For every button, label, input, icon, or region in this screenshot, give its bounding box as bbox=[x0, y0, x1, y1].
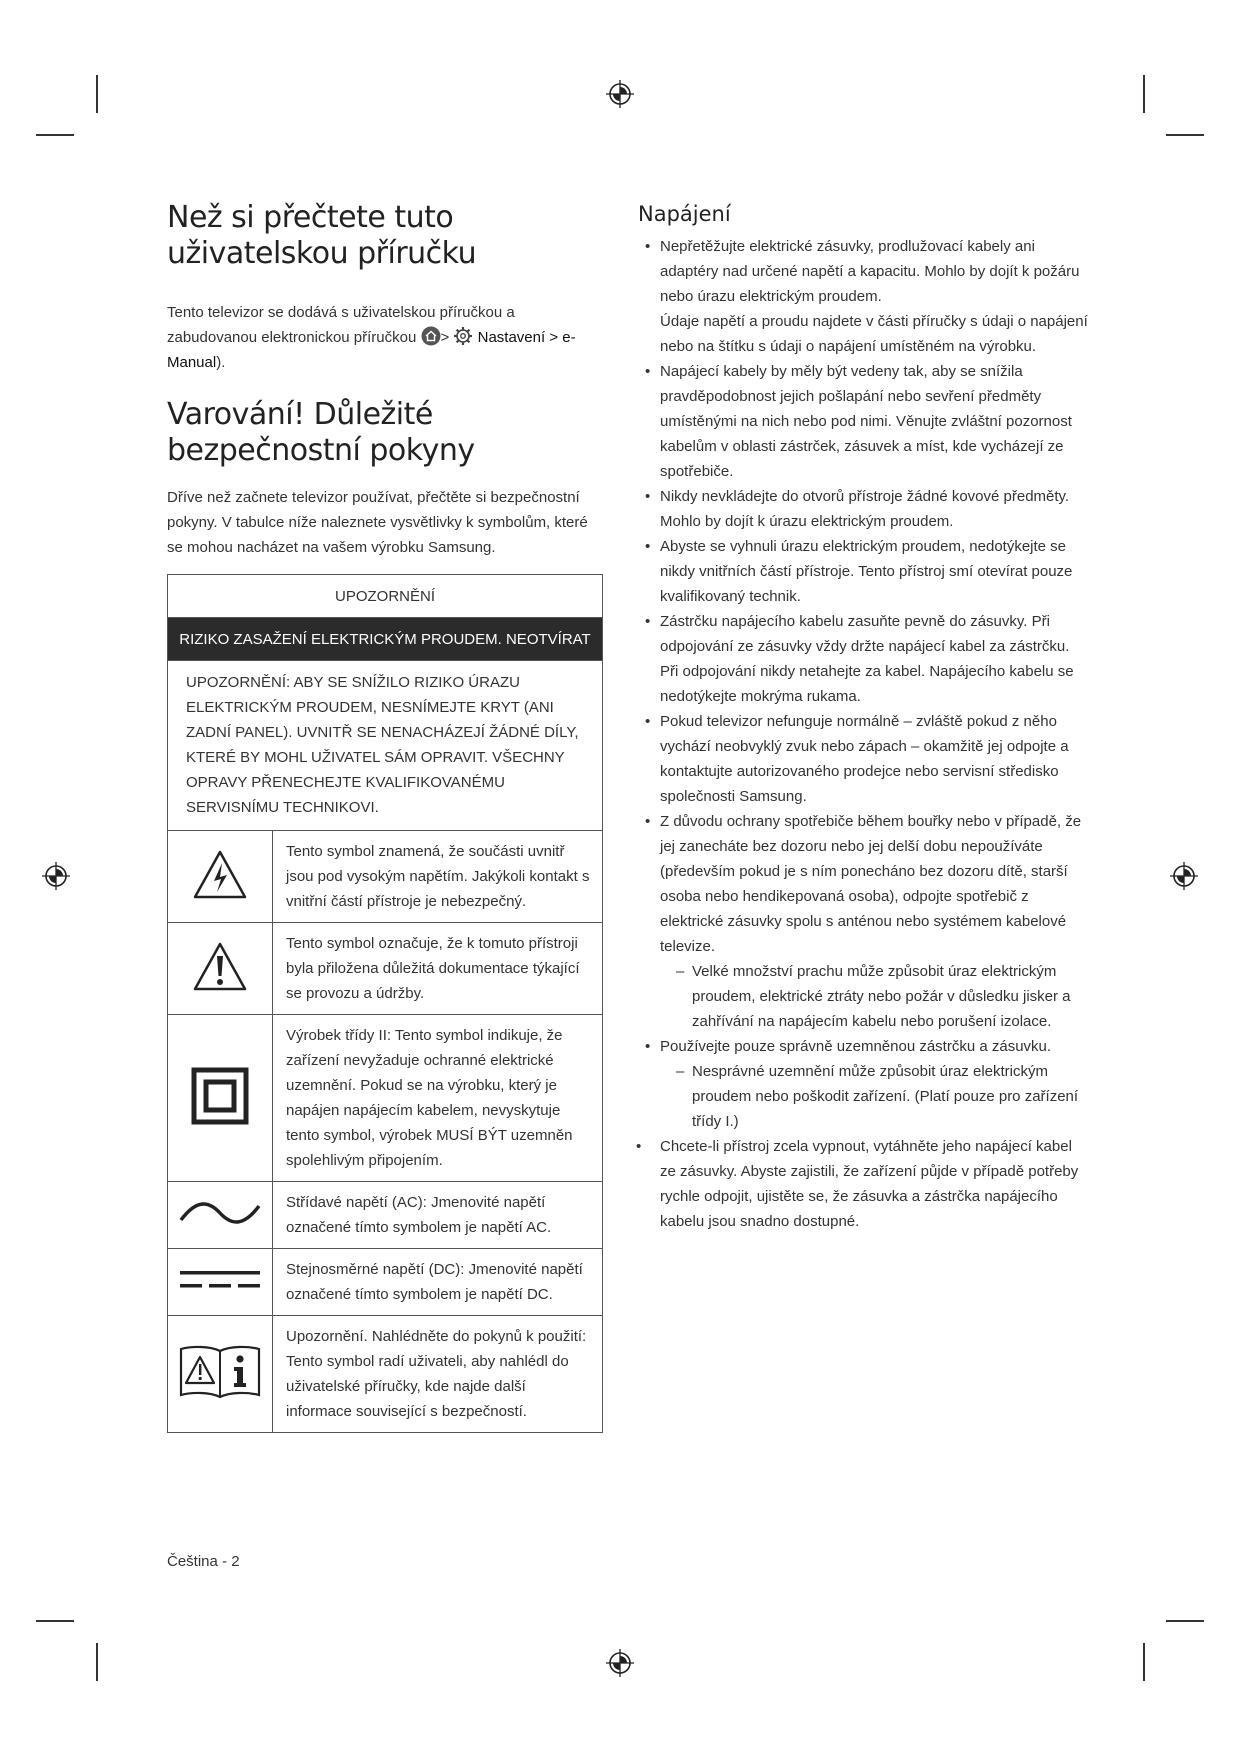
page-title: Než si přečtete tuto uživatelskou příručku bbox=[167, 200, 477, 271]
intro-text: Tento televizor se dodává s uživatelskou příručkou a zabudovanou elektronickou příručkou bbox=[167, 304, 515, 346]
table-row bbox=[168, 923, 603, 1015]
exclamation-triangle-icon bbox=[192, 939, 248, 995]
table-row-text: Tento symbol označuje, že k tomuto přístroji byla přiložena důležitá dokumentace týkající se provozu a údržby. bbox=[273, 923, 603, 1015]
list-subitem: – Nesprávné uzemnění může způsobit úraz elektrickým proudem nebo poškodit zařízení. (Platí pouze pro zařízení třídy I.) bbox=[672, 1059, 1088, 1134]
list-item: • Nikdy nevkládejte do otvorů přístroje žádné kovové předměty. Mohlo by dojít k úrazu elektrickým proudem. bbox=[638, 484, 1088, 534]
lightning-triangle-icon bbox=[192, 847, 248, 903]
crop-mark bbox=[1143, 75, 1145, 113]
home-icon bbox=[421, 326, 441, 346]
gear-icon bbox=[453, 326, 473, 346]
list-item: • Pokud televizor nefunguje normálně – zvláště pokud z něho vychází neobvyklý zvuk nebo zápach – okamžitě jej odpojte a kontaktujte autorizovaného prodejce nebo servisní středisko společnosti Samsung. bbox=[638, 709, 1088, 809]
list-item: • Napájecí kabely by měly být vedeny tak, aby se snížila pravděpodobnost jejich pošlapání nebo sevření předměty umístěnými na nich nebo pod nimi. Věnujte zvláštní pozornost kabelům v oblasti zástrček, zásuvek a míst, kde vycházejí ze spotřebiče. bbox=[638, 359, 1088, 484]
list-item: • Zástrčku napájecího kabelu zasuňte pevně do zásuvky. Při odpojování ze zásuvky vždy držte napájecí kabel za zástrčku. Při odpojování nikdy netahejte za kabel. Napájecího kabelu se nedotýkejte mokrýma rukama. bbox=[638, 609, 1088, 709]
list-item: • Nepřetěžujte elektrické zásuvky, prodlužovací kabely ani adaptéry nad určené napětí a kapacitu. Mohlo by dojít k požáru nebo úrazu elektrickým proudem. Údaje napětí a proudu najdete v části příručky s údaji o napájení nebo na štítku s údaji o napájení umístěném na výrobku. bbox=[638, 234, 1088, 359]
table-caution-text: UPOZORNĚNÍ: ABY SE SNÍŽILO RIZIKO ÚRAZU ELEKTRICKÝM PROUDEM, NESNÍMEJTE KRYT (ANI ZADNÍ PANEL). UVNITŘ SE NENACHÁZEJÍ ŽÁDNÉ DÍLY, KTERÉ BY MOHL UŽIVATEL SÁM OPRAVIT. VŠECHNY OPRAVY PŘENECHEJTE KVALIFIKOVANÉMU SERVISNÍMU TECHNIKOVI. bbox=[168, 661, 603, 831]
power-safety-list bbox=[638, 234, 1088, 1234]
list-item-note: Údaje napětí a proudu najdete v části příručky s údaji o napájení nebo na štítku s údaji o napájení umístěném na výrobku. bbox=[660, 313, 1088, 355]
table-row-text: Střídavé napětí (AC): Jmenovité napětí označené tímto symbolem je napětí AC. bbox=[273, 1182, 603, 1249]
registration-mark-icon bbox=[1169, 861, 1199, 891]
list-item: • Chcete-li přístroj zcela vypnout, vytáhněte jeho napájecí kabel ze zásuvky. Abyste zajistili, že zařízení půjde v případě potřeby rychle odpojit, ujistěte se, že zásuvka a zástrčka napájecího kabelu jsou snadno dostupné. bbox=[638, 1134, 1088, 1234]
registration-mark-icon bbox=[41, 861, 71, 891]
crop-mark bbox=[1166, 134, 1204, 136]
table-row bbox=[168, 1015, 603, 1182]
intro-separator: > bbox=[440, 329, 450, 346]
intro-nav-path: Nastavení > e-Manual bbox=[167, 329, 576, 371]
table-row-text: Výrobek třídy II: Tento symbol indikuje, že zařízení nevyžaduje ochranné elektrické uzemnění. Pokud se na výrobku, který je napájen napájecím kabelem, nevyskytuje tento symbol, výrobek MUSÍ BÝT uzemněn spolehlivým připojením. bbox=[273, 1015, 603, 1182]
table-row bbox=[168, 1182, 603, 1249]
warning-intro: Dříve než začnete televizor používat, přečtěte si bezpečnostní pokyny. V tabulce níže naleznete vysvětlivky k symbolům, které se mohou nacházet na vašem výrobku Samsung. bbox=[167, 489, 588, 556]
dc-lines-icon bbox=[178, 1267, 262, 1293]
crop-mark bbox=[36, 134, 74, 136]
crop-mark bbox=[1143, 1643, 1145, 1681]
crop-mark bbox=[96, 1643, 98, 1681]
table-row bbox=[168, 1316, 603, 1433]
table-row-text: Stejnosměrné napětí (DC): Jmenovité napětí označené tímto symbolem je napětí DC. bbox=[273, 1249, 603, 1316]
right-column bbox=[638, 200, 1088, 1234]
list-item: • Používejte pouze správně uzemněnou zástrčku a zásuvku. – Nesprávné uzemnění může způsobit úraz elektrickým proudem nebo poškodit zařízení. (Platí pouze pro zařízení třídy I.) bbox=[638, 1034, 1088, 1134]
section-title: Napájení bbox=[638, 202, 731, 226]
page-footer: Čeština - 2 bbox=[167, 1553, 240, 1570]
table-row bbox=[168, 831, 603, 923]
ac-wave-icon bbox=[178, 1198, 262, 1228]
table-danger-row: RIZIKO ZASAŽENÍ ELEKTRICKÝM PROUDEM. NEOTVÍRAT bbox=[168, 618, 603, 661]
warning-title: Varování! Důležité bezpečnostní pokyny bbox=[167, 397, 475, 468]
list-item: • Abyste se vyhnuli úrazu elektrickým proudem, nedotýkejte se nikdy vnitřních částí přístroje. Tento přístroj smí otevírat pouze kvalifikovaný technik. bbox=[638, 534, 1088, 609]
class-ii-double-square-icon bbox=[191, 1067, 249, 1125]
crop-mark bbox=[96, 75, 98, 113]
safety-symbols-table bbox=[167, 574, 603, 1433]
manual-book-icon bbox=[178, 1343, 262, 1401]
table-header: UPOZORNĚNÍ bbox=[168, 575, 603, 618]
table-row-text: Tento symbol znamená, že součásti uvnitř jsou pod vysokým napětím. Jakýkoli kontakt s vnitřní částí přístroje je nebezpečný. bbox=[273, 831, 603, 923]
left-column bbox=[167, 200, 607, 1433]
table-row-text: Upozornění. Nahlédněte do pokynů k použití: Tento symbol radí uživateli, aby nahlédl do uživatelské příručky, kde najde další informace související s bezpečností. bbox=[273, 1316, 603, 1433]
table-row bbox=[168, 1249, 603, 1316]
list-subitem: – Velké množství prachu může způsobit úraz elektrickým proudem, elektrické ztráty nebo požár v důsledku jisker a zahřívání na napájecím kabelu nebo porušení izolace. bbox=[672, 959, 1088, 1034]
intro-end: ). bbox=[216, 354, 226, 371]
crop-mark bbox=[36, 1620, 74, 1622]
list-item: • Z důvodu ochrany spotřebiče během bouřky nebo v případě, že jej zanecháte bez dozoru nebo jej delší dobu nepoužíváte (především pokud je s ním ponecháno bez dozoru dítě, starší osoba nebo hendikepovaná osoba), odpojte spotřebič z elektrické zásuvky spolu s anténou nebo systémem kabelové televize. – Velké množství prachu může způsobit úraz elektrickým proudem, elektrické ztráty nebo požár v důsledku jisker a zahřívání na napájecím kabelu nebo porušení izolace. bbox=[638, 809, 1088, 1034]
intro-paragraph bbox=[167, 300, 607, 375]
registration-mark-icon bbox=[605, 79, 635, 109]
registration-mark-icon bbox=[605, 1648, 635, 1678]
crop-mark bbox=[1166, 1620, 1204, 1622]
